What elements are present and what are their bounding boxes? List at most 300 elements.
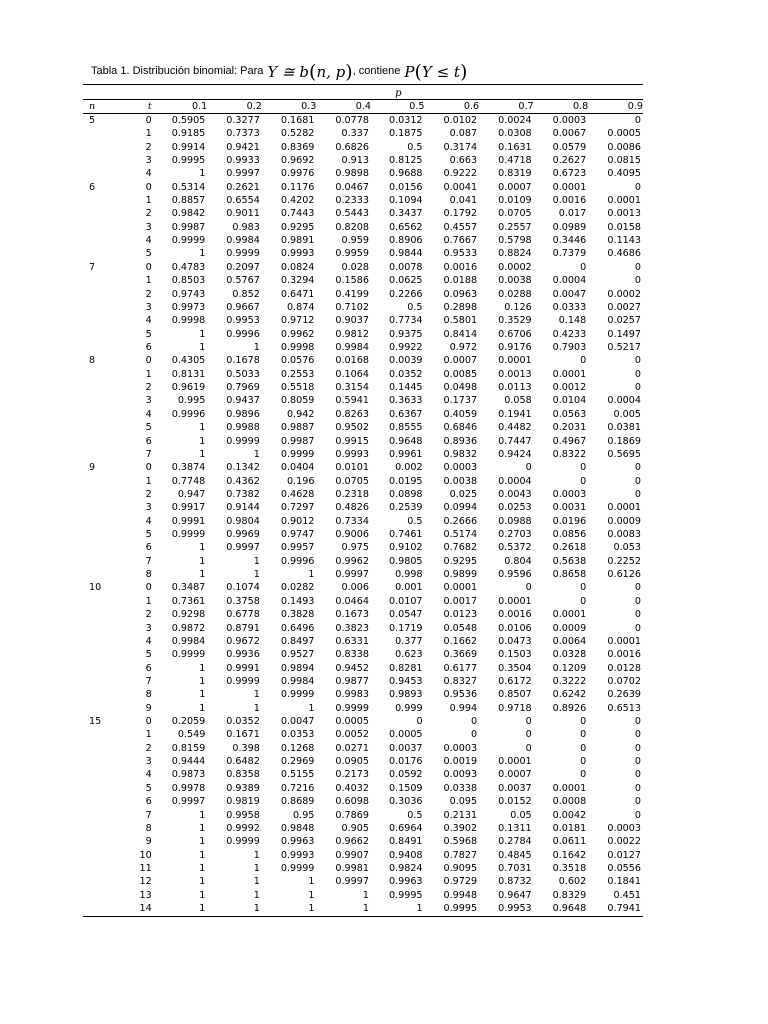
probability-cell: 0.9959: [335, 248, 369, 260]
t-cell: 8: [145, 569, 152, 581]
probability-cell: 0.0547: [388, 609, 423, 621]
n-cell: [83, 515, 123, 528]
probability-cell: 0.9692: [280, 154, 315, 166]
probability-cell: 0.2318: [335, 488, 369, 500]
probability-cell: 0.0002: [498, 261, 532, 273]
probability-cell: 0.9743: [171, 288, 206, 300]
probability-cell: 0.9976: [280, 168, 315, 180]
probability-cell: 0.9877: [335, 675, 369, 687]
probability-cell: 0.0024: [498, 114, 532, 126]
n-cell: 5: [89, 114, 96, 126]
probability-cell: 0.0548: [443, 622, 478, 634]
table-row: [83, 234, 643, 247]
probability-cell: 0.8732: [498, 876, 532, 888]
table-row: [83, 167, 643, 180]
table-row: [83, 715, 643, 728]
probability-cell: 1: [199, 569, 206, 581]
probability-cell: 0.1094: [388, 195, 423, 207]
probability-cell: 0.0007: [498, 769, 532, 781]
n-cell: [83, 167, 123, 180]
probability-cell: 0.0001: [552, 782, 587, 794]
t-cell: 5: [145, 248, 152, 260]
t-cell: 4: [145, 635, 152, 647]
table-row: [83, 381, 643, 394]
probability-cell: 0.8263: [335, 408, 369, 420]
probability-cell: 0.4059: [443, 408, 478, 420]
probability-cell: 0.3823: [335, 622, 369, 634]
probability-cell: 0: [580, 462, 587, 474]
probability-cell: 0: [634, 609, 641, 621]
t-cell: 6: [145, 341, 152, 353]
probability-cell: 0.9987: [280, 435, 315, 447]
table-row: [83, 515, 643, 528]
probability-cell: 0.1792: [443, 208, 478, 220]
probability-cell: 0.006: [341, 582, 369, 594]
probability-cell: 0.0195: [388, 475, 423, 487]
probability-cell: 1: [154, 902, 208, 916]
probability-cell: 0.1662: [443, 635, 478, 647]
table-row: [83, 648, 643, 661]
probability-cell: 0: [634, 582, 641, 594]
probability-cell: 0.9999: [171, 649, 206, 661]
probability-cell: 0.9894: [280, 662, 315, 674]
probability-cell: 0.9662: [335, 836, 369, 848]
probability-cell: 0.0037: [498, 782, 532, 794]
t-cell: 10: [139, 849, 152, 861]
probability-cell: 0.9991: [171, 515, 206, 527]
probability-cell: 0.0705: [335, 475, 369, 487]
probability-cell: 0.3902: [443, 822, 478, 834]
t-cell: 3: [145, 502, 152, 514]
probability-cell: 0.5033: [226, 368, 260, 380]
probability-cell: 0.975: [341, 542, 369, 554]
probability-cell: 0: [580, 261, 587, 273]
probability-cell: 0.9963: [280, 836, 315, 848]
table-row: [83, 822, 643, 835]
probability-cell: 0.4202: [280, 195, 315, 207]
probability-cell: 0.0001: [498, 355, 532, 367]
t-cell: 5: [145, 328, 152, 340]
probability-cell: 0.6242: [552, 689, 587, 701]
probability-cell: 0.0467: [335, 181, 369, 193]
probability-cell: 0.995: [177, 395, 206, 407]
probability-cell: 0.9712: [280, 315, 315, 327]
probability-cell: 0.5282: [280, 128, 315, 140]
probability-cell: 0.1673: [335, 609, 369, 621]
probability-cell: 0.058: [504, 395, 532, 407]
probability-cell: 0.9899: [443, 569, 478, 581]
probability-cell: 0.3154: [335, 382, 369, 394]
table-row: [83, 729, 643, 742]
probability-cell: 0.028: [341, 261, 369, 273]
n-cell: [83, 608, 123, 621]
probability-cell: 0.0611: [552, 836, 587, 848]
probability-cell: 0.0579: [552, 141, 587, 153]
header-p-0.3: 0.3: [262, 100, 317, 114]
probability-cell: 1: [308, 569, 315, 581]
probability-cell: 0.4032: [335, 782, 369, 794]
caption-formula-binomial: Y ≅ b(n, p): [267, 61, 353, 83]
probability-cell: 0.8125: [388, 154, 423, 166]
probability-cell: 0.5: [407, 141, 423, 153]
header-p-0.7: 0.7: [479, 100, 534, 114]
probability-cell: 0.9185: [171, 128, 206, 140]
probability-cell: 0.0012: [552, 382, 587, 394]
probability-cell: 0.8414: [443, 328, 478, 340]
probability-cell: 0.5372: [498, 542, 532, 554]
probability-cell: 0.8159: [171, 742, 206, 754]
probability-cell: 0.0107: [388, 595, 423, 607]
probability-cell: 1: [199, 662, 206, 674]
probability-cell: 0.9747: [280, 529, 315, 541]
t-cell: 4: [145, 235, 152, 247]
probability-cell: 0.9421: [226, 141, 260, 153]
probability-cell: 0.7903: [552, 341, 587, 353]
probability-cell: 0.9011: [226, 208, 260, 220]
probability-cell: 0.0196: [552, 515, 587, 527]
table-row: [83, 795, 643, 808]
table-row: [83, 849, 643, 862]
probability-cell: 0.0312: [388, 114, 423, 126]
probability-cell: 0.0003: [607, 822, 641, 834]
header-p-0.5: 0.5: [371, 100, 425, 114]
t-cell: 7: [145, 675, 152, 687]
probability-cell: 0.3504: [498, 662, 532, 674]
probability-cell: 1: [253, 702, 260, 714]
probability-cell: 0: [634, 462, 641, 474]
probability-cell: 0.8338: [335, 649, 369, 661]
probability-cell: 0.9006: [335, 529, 369, 541]
probability-cell: 0.959: [341, 235, 369, 247]
probability-cell: 0.4967: [552, 435, 587, 447]
n-cell: [83, 675, 123, 688]
n-cell: [83, 234, 123, 247]
n-cell: [83, 862, 123, 875]
binomial-table: [83, 84, 643, 917]
t-cell: 3: [145, 395, 152, 407]
table-row: [83, 421, 643, 434]
t-cell: 6: [145, 542, 152, 554]
probability-cell: 0.0101: [335, 462, 369, 474]
probability-cell: 0.0001: [607, 502, 641, 514]
probability-cell: 0.8059: [280, 395, 315, 407]
probability-cell: 0.9991: [226, 662, 260, 674]
table-row: [83, 261, 643, 274]
n-cell: [83, 595, 123, 608]
probability-cell: 0.4199: [335, 288, 369, 300]
probability-cell: 0.9996: [171, 408, 206, 420]
probability-cell: 1: [199, 849, 206, 861]
probability-cell: 0.3529: [498, 315, 532, 327]
probability-cell: 0.5518: [280, 382, 315, 394]
probability-cell: 0.9842: [171, 208, 206, 220]
probability-cell: 0.4628: [280, 488, 315, 500]
probability-cell: 0.0152: [498, 796, 532, 808]
probability-cell: 0.1493: [280, 595, 315, 607]
probability-cell: 0.0563: [552, 408, 587, 420]
probability-cell: 0.0047: [280, 716, 315, 728]
probability-cell: 0.0005: [335, 716, 369, 728]
probability-cell: 0.913: [341, 154, 369, 166]
probability-cell: 0.8327: [443, 675, 478, 687]
probability-cell: 0.983: [232, 221, 260, 233]
probability-cell: 0.9533: [443, 248, 478, 260]
probability-cell: 0: [580, 769, 587, 781]
probability-cell: 0.0113: [498, 382, 532, 394]
probability-cell: 0.1074: [226, 582, 260, 594]
probability-cell: 0: [580, 716, 587, 728]
probability-cell: 0.0031: [552, 502, 587, 514]
probability-cell: 0.9452: [335, 662, 369, 674]
probability-cell: 0.9893: [388, 689, 423, 701]
probability-cell: 0.7941: [588, 902, 643, 916]
t-cell: 2: [145, 609, 152, 621]
probability-cell: 0.9672: [226, 635, 260, 647]
probability-cell: 0.3446: [552, 235, 587, 247]
probability-cell: 0.0017: [443, 595, 478, 607]
probability-cell: 0.8689: [280, 796, 315, 808]
n-cell: [83, 809, 123, 822]
probability-cell: 0.6554: [226, 195, 260, 207]
probability-cell: 0.0353: [280, 729, 315, 741]
probability-cell: 0.1342: [226, 462, 260, 474]
probability-cell: 0: [634, 488, 641, 500]
n-cell: [83, 849, 123, 862]
probability-cell: 0.9962: [280, 328, 315, 340]
probability-cell: 0.9993: [335, 448, 369, 460]
probability-cell: 0.0001: [607, 635, 641, 647]
probability-cell: 0.0022: [607, 836, 641, 848]
caption-middle: , contiene: [352, 65, 401, 77]
probability-cell: 0.9688: [388, 168, 423, 180]
probability-cell: 0.9408: [388, 849, 423, 861]
probability-cell: 0: [525, 462, 532, 474]
probability-cell: 0.3633: [388, 395, 423, 407]
probability-cell: 0.2097: [226, 261, 260, 273]
probability-cell: 0.5443: [335, 208, 369, 220]
probability-cell: 1: [253, 555, 260, 567]
n-cell: [83, 702, 123, 715]
probability-cell: 0.9999: [335, 702, 369, 714]
probability-cell: 0.1671: [226, 729, 260, 741]
probability-cell: 0.2553: [280, 368, 315, 380]
probability-cell: 0.9995: [171, 154, 206, 166]
probability-cell: 1: [199, 689, 206, 701]
table-row: [83, 608, 643, 621]
probability-cell: 0.7216: [280, 782, 315, 794]
probability-cell: 0: [634, 595, 641, 607]
probability-cell: 0.0181: [552, 822, 587, 834]
n-cell: [83, 395, 123, 408]
probability-cell: 0.905: [341, 822, 369, 834]
probability-cell: 0.0043: [498, 488, 532, 500]
probability-cell: 0: [471, 729, 478, 741]
probability-cell: 0.0052: [335, 729, 369, 741]
probability-cell: 0.9898: [335, 168, 369, 180]
probability-cell: 0.9992: [226, 822, 260, 834]
probability-cell: 0.337: [341, 128, 369, 140]
t-cell: 2: [145, 208, 152, 220]
probability-cell: 0.9222: [443, 168, 478, 180]
probability-cell: 0.4718: [498, 154, 532, 166]
n-cell: [83, 488, 123, 501]
table-row: [83, 875, 643, 888]
probability-cell: 0.4233: [552, 328, 587, 340]
t-cell: 2: [145, 488, 152, 500]
probability-cell: 0.0257: [607, 315, 641, 327]
probability-cell: 0.0003: [552, 114, 587, 126]
t-cell: 3: [145, 221, 152, 233]
probability-cell: 0.9999: [226, 836, 260, 848]
table-row: [83, 194, 643, 207]
probability-cell: 0.7382: [226, 488, 260, 500]
probability-cell: 1: [199, 168, 206, 180]
probability-cell: 0.7748: [171, 475, 206, 487]
t-cell: 7: [145, 809, 152, 821]
probability-cell: 0.9984: [335, 341, 369, 353]
probability-cell: 0.5801: [443, 315, 478, 327]
probability-cell: 0.0001: [498, 756, 532, 768]
table-row: [83, 635, 643, 648]
probability-cell: 0.623: [395, 649, 423, 661]
probability-cell: 0.0988: [498, 515, 532, 527]
probability-cell: 0.8497: [280, 635, 315, 647]
n-cell: [83, 795, 123, 808]
probability-cell: 0.4482: [498, 422, 532, 434]
probability-cell: 0.0473: [498, 635, 532, 647]
probability-cell: 0.9998: [171, 315, 206, 327]
table-row: [83, 314, 643, 327]
probability-cell: 0.1311: [498, 822, 532, 834]
probability-cell: 0.1941: [498, 408, 532, 420]
probability-cell: 0.9922: [388, 341, 423, 353]
probability-cell: 0.998: [395, 569, 423, 581]
n-cell: [83, 301, 123, 314]
probability-cell: 0.0989: [552, 221, 587, 233]
probability-cell: 1: [207, 902, 262, 916]
header-p-0.1: 0.1: [154, 100, 208, 114]
probability-cell: 0.8857: [171, 195, 206, 207]
probability-cell: 0.9948: [443, 889, 478, 901]
probability-cell: 0.9999: [280, 863, 315, 874]
table-row: [83, 328, 643, 341]
probability-cell: 0.5: [407, 809, 423, 821]
probability-cell: 0.2266: [388, 288, 423, 300]
n-cell: [83, 274, 123, 287]
n-cell: [83, 501, 123, 514]
probability-cell: 0.8329: [552, 889, 587, 901]
probability-cell: 0.9718: [498, 702, 532, 714]
probability-cell: 0.3828: [280, 609, 315, 621]
probability-cell: 0.0824: [280, 261, 315, 273]
probability-cell: 0: [634, 769, 641, 781]
t-cell: 5: [145, 782, 152, 794]
t-cell: 3: [145, 622, 152, 634]
probability-cell: 0.7102: [335, 301, 369, 313]
t-cell: 0: [145, 355, 152, 367]
probability-cell: 0.6723: [552, 168, 587, 180]
n-cell: [83, 475, 123, 488]
probability-cell: 0.0328: [552, 649, 587, 661]
probability-cell: 1: [253, 849, 260, 861]
probability-cell: 0.0005: [388, 729, 423, 741]
n-cell: [83, 528, 123, 541]
probability-cell: 0: [580, 729, 587, 741]
t-cell: 0: [145, 181, 152, 193]
probability-cell: 0.6706: [498, 328, 532, 340]
probability-cell: 0.9984: [226, 235, 260, 247]
probability-cell: 0.1719: [388, 622, 423, 634]
t-cell: 4: [145, 315, 152, 327]
n-cell: [83, 688, 123, 701]
probability-cell: 0: [634, 181, 641, 193]
t-cell: 1: [145, 368, 152, 380]
probability-cell: 0.1869: [607, 435, 641, 447]
probability-cell: 0.1143: [607, 235, 641, 247]
probability-cell: 0.3222: [552, 675, 587, 687]
probability-cell: 0.9295: [280, 221, 315, 233]
probability-cell: 1: [199, 328, 206, 340]
probability-cell: 0.2898: [443, 301, 478, 313]
probability-cell: 0.2173: [335, 769, 369, 781]
probability-cell: 0.9969: [226, 529, 260, 541]
probability-cell: 0.8491: [388, 836, 423, 848]
probability-cell: 1: [308, 889, 315, 901]
probability-cell: 0.9961: [388, 448, 423, 460]
probability-cell: 0.7443: [280, 208, 315, 220]
probability-cell: 0.9805: [388, 555, 423, 567]
probability-cell: 1: [253, 876, 260, 888]
n-cell: [83, 368, 123, 381]
probability-cell: 0.9988: [226, 422, 260, 434]
caption-prefix: Tabla 1. Distribución binomial: Para: [91, 65, 264, 77]
caption-formula-cdf: P(Y ≤ t): [404, 61, 468, 83]
probability-cell: 0.0008: [552, 796, 587, 808]
probability-cell: 0.0004: [552, 275, 587, 287]
probability-cell: 0.9144: [226, 502, 260, 514]
probability-cell: 0.6172: [498, 675, 532, 687]
t-cell: 9: [145, 836, 152, 848]
probability-cell: 0.5174: [443, 529, 478, 541]
table-body: [83, 114, 643, 917]
probability-cell: 0.9995: [425, 902, 480, 916]
probability-cell: 0.0253: [498, 502, 532, 514]
probability-cell: 0.095: [449, 796, 478, 808]
t-cell: 4: [145, 168, 152, 180]
n-cell: [83, 248, 123, 261]
probability-cell: 0.8503: [171, 275, 206, 287]
probability-cell: 0.9037: [335, 315, 369, 327]
probability-cell: 0.5767: [226, 275, 260, 287]
probability-cell: 0.9848: [280, 822, 315, 834]
probability-cell: 1: [253, 863, 260, 874]
probability-cell: 0.7334: [335, 515, 369, 527]
n-cell: [83, 875, 123, 888]
table-row: [83, 488, 643, 501]
table-row: [83, 542, 643, 555]
p-axis-label: p: [154, 85, 643, 100]
probability-cell: 1: [199, 822, 206, 834]
probability-cell: 0.002: [395, 462, 423, 474]
table-row: [83, 582, 643, 595]
probability-cell: 1: [308, 876, 315, 888]
table-row: [83, 862, 643, 875]
n-cell: 15: [89, 716, 102, 728]
table-row: [83, 835, 643, 848]
t-cell: 0: [145, 582, 152, 594]
probability-cell: 0.5638: [552, 555, 587, 567]
probability-cell: 0.0188: [443, 275, 478, 287]
